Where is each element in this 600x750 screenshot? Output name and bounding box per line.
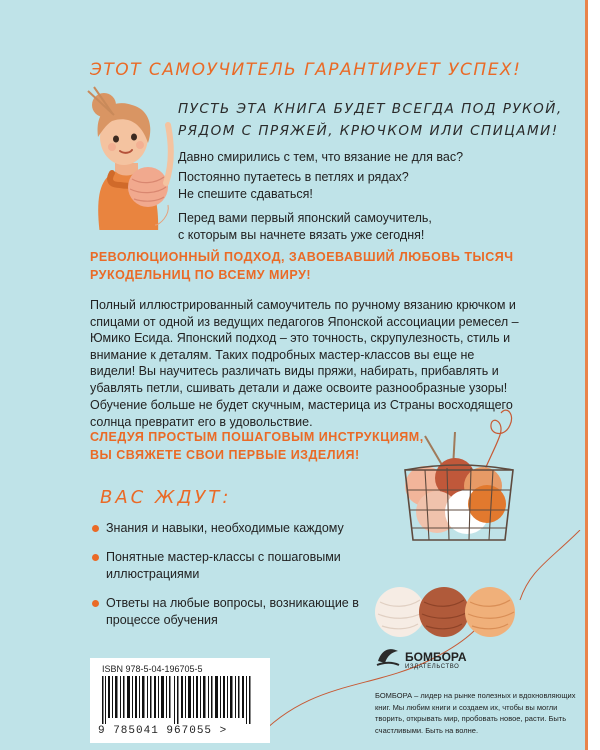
knitting-girl-illustration [60,85,180,230]
list-item [92,549,382,583]
bullet-dot-icon [92,600,99,607]
section-heading-approach-line-2: РУКОДЕЛЬНИЦ ПО ВСЕМУ МИРУ! [90,268,312,282]
list-item [92,595,382,629]
list-item [92,520,382,537]
subheadline [178,98,563,142]
description-paragraph-1: Полный иллюстрированный самоучитель по ручному вязанию крючком и спицами от одной из ведущих педагогов Японской ассоциации ремесел – Юмико Есида. Японский подход – это точность, скрупулезность, стиль и внимание к деталям. Таких подробных мастер-классов вы еще не видели! Вы научитесь различать виды пряжи, набирать, прибавлять и убавлять петли, сшивать детали и даже освоите разнообразные узоры! [90,298,519,395]
section-heading-instructions-line-2: ВЫ СВЯЖЕТЕ СВОИ ПЕРВЫЕ ИЗДЕЛИЯ! [90,448,360,462]
list-item-text: Знания и навыки, необходимые каждому [106,521,344,535]
headline: ЭТОТ САМОУЧИТЕЛЬ ГАРАНТИРУЕТ УСПЕХ! [90,60,522,80]
spine-accent-line [585,0,588,750]
isbn-label: ISBN 978-5-04-196705-5 [102,664,203,674]
bombora-logo-icon [375,643,401,669]
list-item-text: Понятные мастер-классы с пошаговыми иллюстрациями [106,550,341,581]
question-1: Давно смирились с тем, что вязание не для вас? [178,150,464,164]
section-heading-instructions [90,428,424,464]
publisher-logo [375,643,467,674]
bullet-dot-icon [92,525,99,532]
question-2-line-1: Постоянно путаетесь в петлях и рядах? [178,170,409,184]
section-heading-approach [90,248,514,284]
waiting-title: ВАС ЖДУТ: [100,487,232,508]
question-2 [178,169,409,202]
bullet-dot-icon [92,554,99,561]
description-paragraph-2: Обучение больше не будет скучным, мастерица из Страны восходящего солнца превратит его в удовольствие. [90,398,513,429]
benefits-list [92,520,382,641]
section-heading-approach-line-1: РЕВОЛЮЦИОННЫЙ ПОДХОД, ЗАВОЕВАВШИЙ ЛЮБОВЬ ТЫСЯЧ [90,250,514,264]
barcode-icon [100,676,260,724]
publisher-name: БОМБОРА [405,650,467,664]
subheadline-line-1: ПУСТЬ ЭТА КНИГА БУДЕТ ВСЕГДА ПОД РУКОЙ, [178,101,563,117]
question-2-line-2: Не спешите сдаваться! [178,186,313,201]
section-heading-instructions-line-1: СЛЕДУЯ ПРОСТЫМ ПОШАГОВЫМ ИНСТРУКЦИЯМ, [90,430,424,444]
question-3 [178,210,432,243]
publisher-subtitle: ИЗДАТЕЛЬСТВО [405,664,460,670]
barcode-digits: 9 785041 967055 > [98,725,228,737]
question-3-line-2: с которым вы начнете вязать уже сегодня! [178,227,425,242]
yarn-balls-row-illustration [372,578,532,648]
list-item-text: Ответы на любые вопросы, возникающие в процессе обучения [106,596,359,627]
subheadline-line-2: РЯДОМ С ПРЯЖЕЙ, КРЮЧКОМ ИЛИ СПИЦАМИ! [178,123,559,139]
publisher-description: БОМБОРА – лидер на рынке полезных и вдохновляющих книг. Мы любим книги и создаем их, чтобы вы могли творить, открывать мир, пробовать новое, расти. Быть счастливыми. Быть на волне. [375,691,576,735]
question-3-line-1: Перед вами первый японский самоучитель, [178,211,432,225]
barcode-panel [90,658,270,743]
